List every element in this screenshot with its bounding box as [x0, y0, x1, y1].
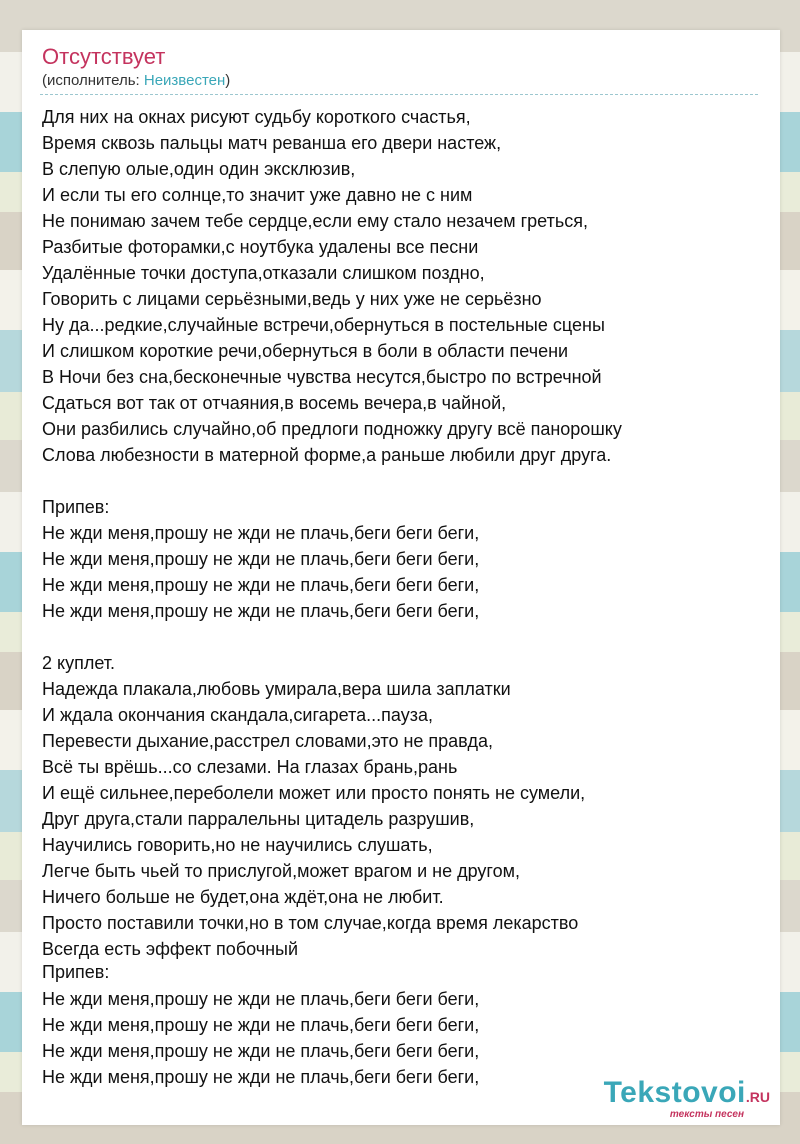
lyrics-card	[22, 30, 780, 1125]
artist-suffix: )	[225, 72, 231, 89]
logo-wordmark	[604, 1077, 770, 1113]
chorus-1	[42, 494, 762, 624]
title-divider	[40, 94, 758, 95]
verse-2	[42, 650, 762, 959]
lyric-line: Не жди меня,прошу не жди не плачь,беги беги беги,	[42, 1015, 480, 1035]
verse-label: 2 куплет.	[42, 653, 116, 673]
lyric-line: И слишком короткие речи,обернуться в боли в области печени	[42, 341, 569, 361]
lyric-line: И ещё сильнее,переболели может или просто понять не сумели,	[42, 783, 586, 803]
chorus-label: Припев:	[42, 497, 110, 517]
lyric-line: Не понимаю зачем тебе сердце,если ему стало незачем греться,	[42, 211, 588, 231]
lyric-line: Надежда плакала,любовь умирала,вера шила заплатки	[42, 679, 511, 699]
lyric-line: И если ты его солнце,то значит уже давно не с ним	[42, 185, 473, 205]
stanza-gap	[42, 468, 762, 494]
chorus-2	[42, 959, 762, 1090]
lyric-line: Говорить с лицами серьёзными,ведь у них уже не серьёзно	[42, 289, 542, 309]
lyric-line: Ничего больше не будет,она ждёт,она не любит.	[42, 887, 444, 907]
lyrics-text	[42, 104, 762, 1090]
lyric-line: Всё ты врёшь...со слезами. На глазах брань,рань	[42, 757, 458, 777]
lyric-line: Не жди меня,прошу не жди не плачь,беги беги беги,	[42, 601, 480, 621]
lyric-line: Перевести дыхание,расстрел словами,это не правда,	[42, 731, 494, 751]
lyric-line: Время сквозь пальцы матч реванша его двери настеж,	[42, 133, 502, 153]
song-title: Отсутствует	[42, 44, 166, 69]
lyric-line: Друг друга,стали парралельны цитадель разрушив,	[42, 809, 475, 829]
logo-tagline: тексты песен	[669, 1109, 744, 1120]
lyric-line: Они разбились случайно,об предлоги подножку другу всё панорошку	[42, 419, 622, 439]
lyric-line: Ну да...редкие,случайные встречи,обернуться в постельные сцены	[42, 315, 605, 335]
lyric-line: Не жди меня,прошу не жди не плачь,беги беги беги,	[42, 1041, 480, 1061]
lyric-line: Слова любезности в матерной форме,а раньше любили друг друга.	[42, 445, 612, 465]
lyric-line: Удалённые точки доступа,отказали слишком поздно,	[42, 263, 485, 283]
lyric-line: Не жди меня,прошу не жди не плачь,беги беги беги,	[42, 549, 480, 569]
lyric-line: Для них на окнах рисуют судьбу короткого счастья,	[42, 107, 471, 127]
lyric-line: Просто поставили точки,но в том случае,когда время лекарство	[42, 913, 579, 933]
site-logo[interactable]	[604, 1077, 770, 1121]
verse-1	[42, 104, 762, 468]
lyric-line: Не жди меня,прошу не жди не плачь,беги беги беги,	[42, 989, 480, 1009]
lyric-line: Научились говорить,но не научились слушать,	[42, 835, 433, 855]
lyric-line: В Ночи без сна,бесконечные чувства несутся,быстро по встречной	[42, 367, 602, 387]
lyric-line: Сдаться вот так от отчаяния,в восемь вечера,в чайной,	[42, 393, 507, 413]
artist-name-link[interactable]: Неизвестен	[143, 72, 226, 89]
chorus-label: Припев:	[42, 962, 110, 982]
logo-tld: .RU	[745, 1089, 770, 1105]
stanza-gap	[42, 624, 762, 650]
lyric-line: В слепую олые,один один эксклюзив,	[42, 159, 356, 179]
lyric-line: Не жди меня,прошу не жди не плачь,беги беги беги,	[42, 523, 480, 543]
lyric-line: Всегда есть эффект побочный	[42, 939, 299, 959]
lyric-line: Не жди меня,прошу не жди не плачь,беги беги беги,	[42, 575, 480, 595]
lyric-line: Разбитые фоторамки,с ноутбука удалены все песни	[42, 237, 479, 257]
lyric-line: И ждала окончания скандала,сигарета...пауза,	[42, 705, 433, 725]
lyric-line: Легче быть чьей то прислугой,может врагом и не другом,	[42, 861, 520, 881]
logo-name: Tekstovoi	[603, 1076, 746, 1109]
artist-line	[42, 72, 230, 90]
lyric-line: Не жди меня,прошу не жди не плачь,беги беги беги,	[42, 1067, 480, 1087]
artist-prefix: (исполнитель:	[42, 72, 144, 89]
